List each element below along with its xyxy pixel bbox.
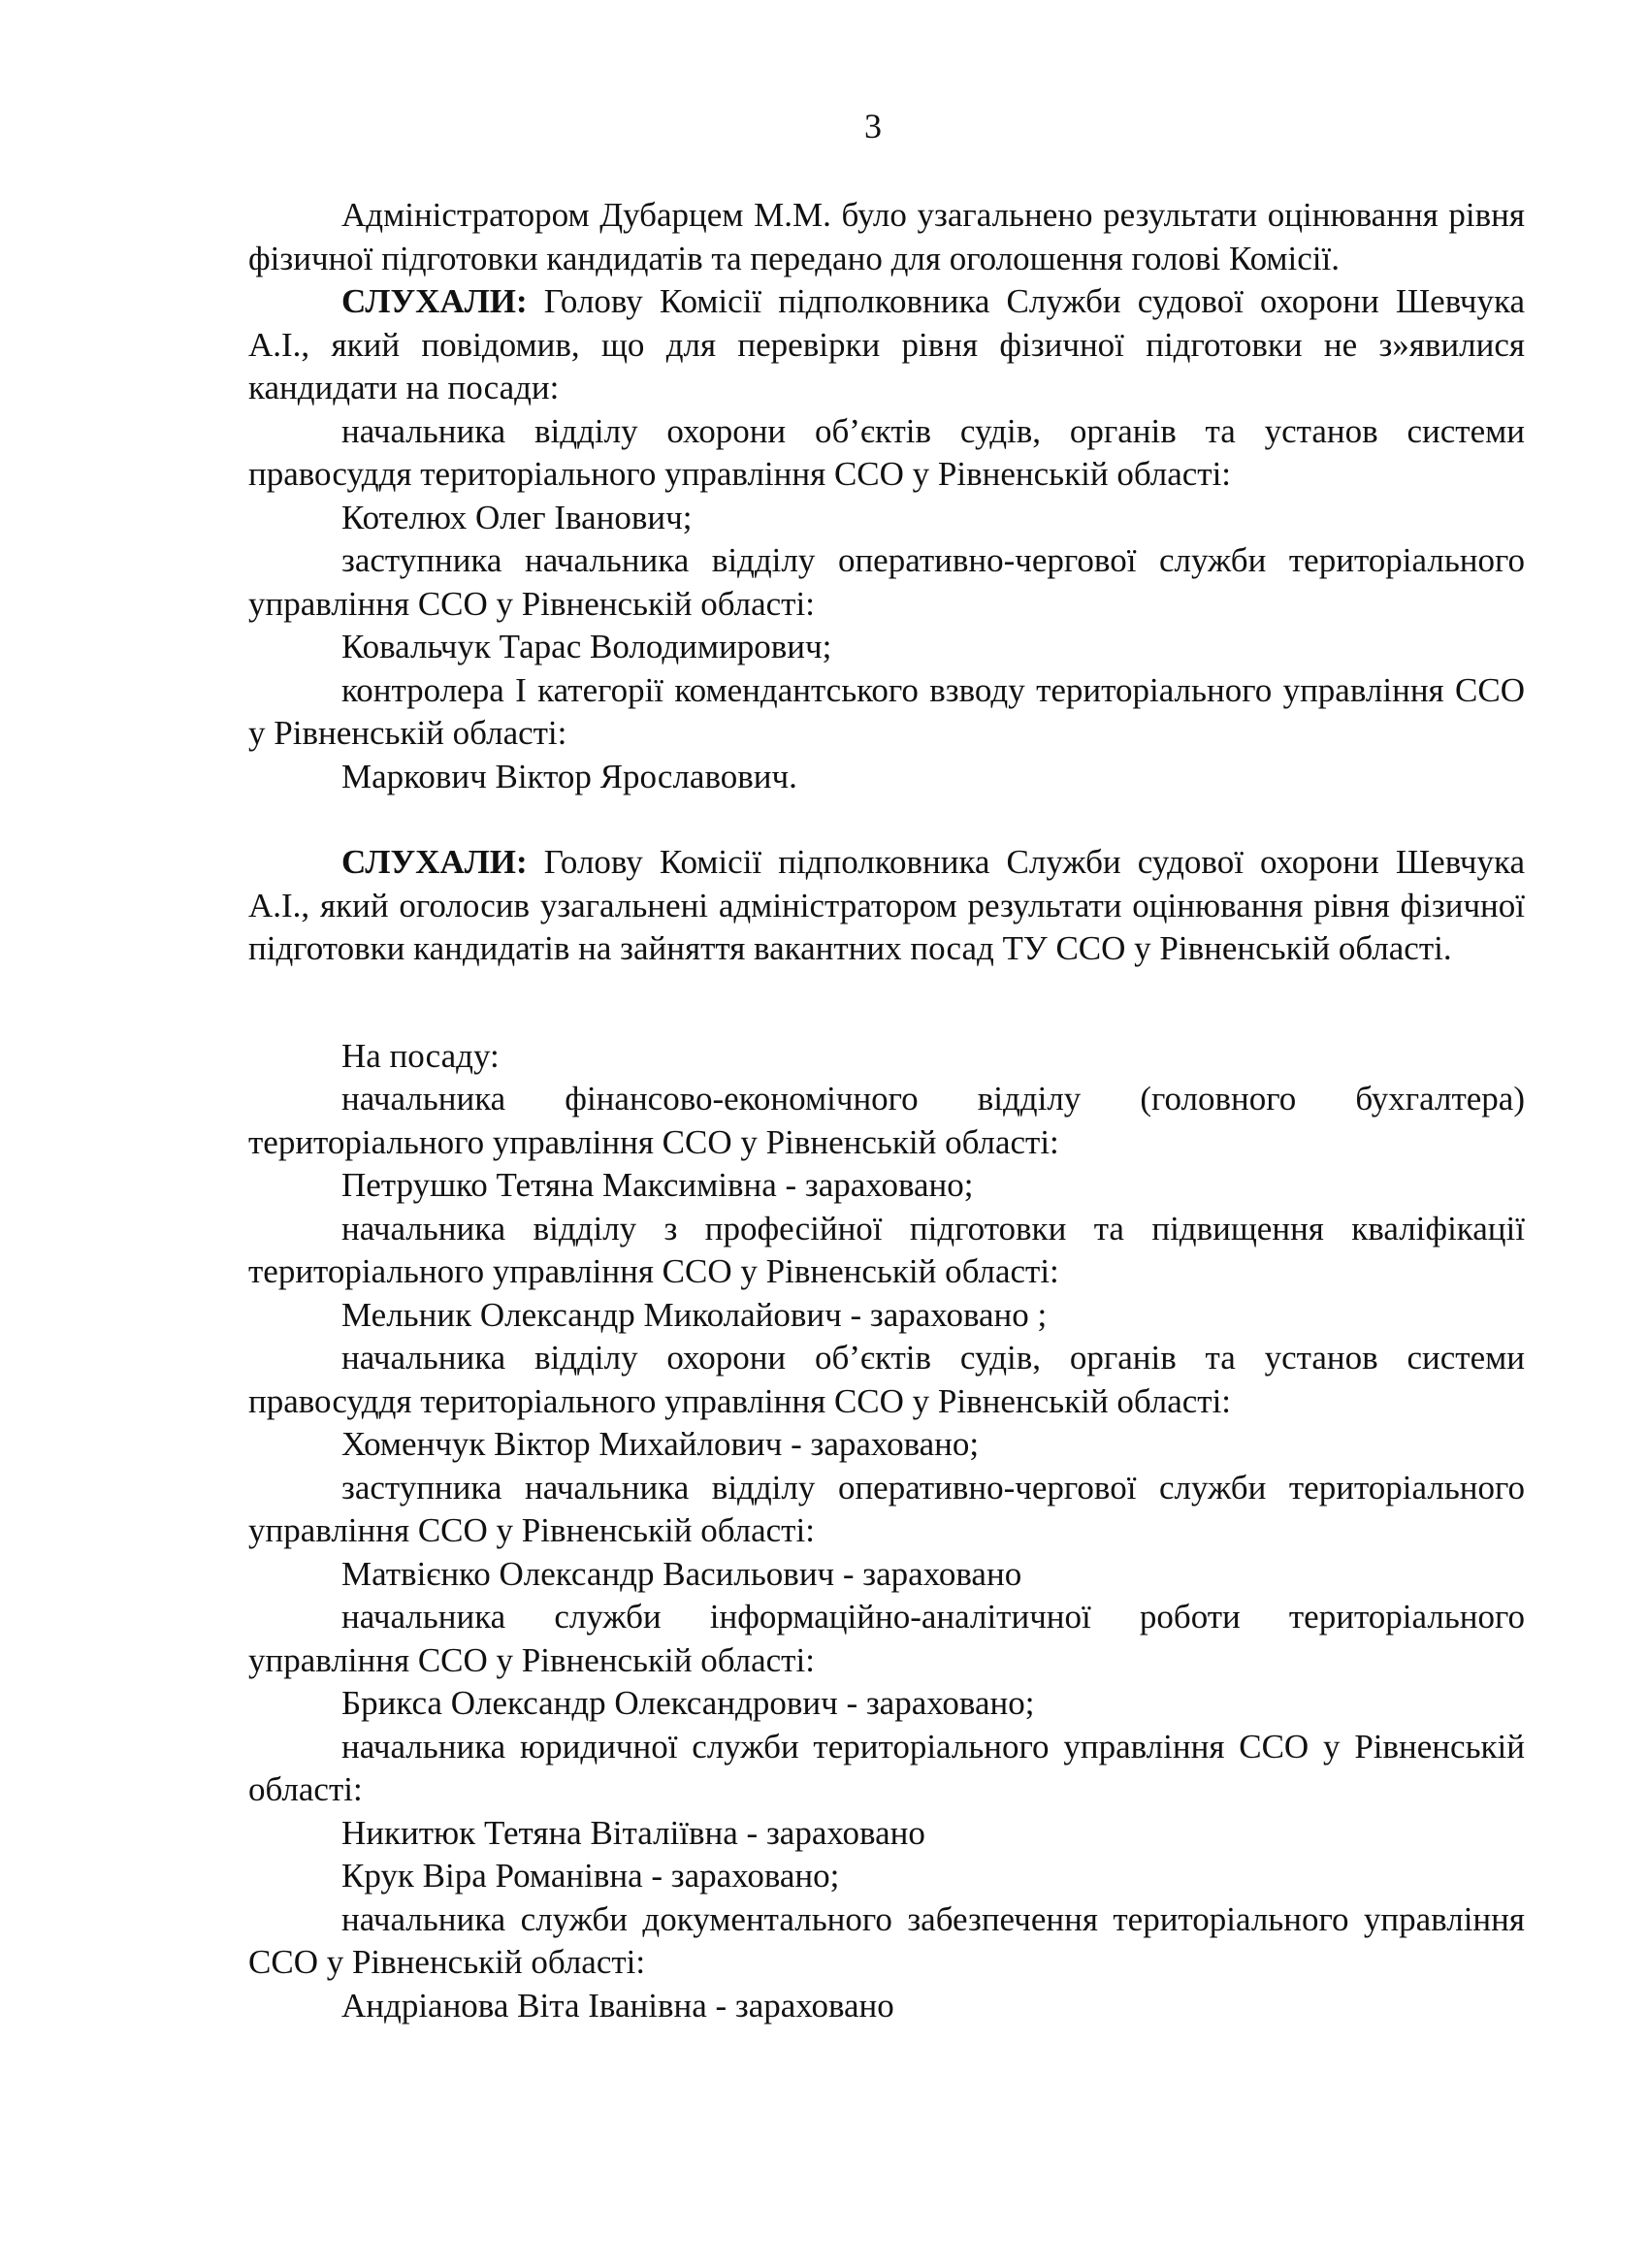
candidate-result: Никитюк Тетяна Віталіївна - зараховано xyxy=(341,1813,925,1852)
candidate-name: Маркович Віктор Ярославович. xyxy=(341,757,797,795)
heard-text: Голову Комісії підполковника Служби судової охорони Шевчука А.І., який повідомив, що для перевірки рівня фізичної підготовки не з»явилися кандидати на посади: xyxy=(248,282,1525,406)
candidate-result: Мельник Олександр Миколайович - зараховано ; xyxy=(341,1295,1048,1334)
position-text: заступника начальника відділу оперативно-чергової служби територіального управління ССО у Рівненській області: xyxy=(248,1468,1525,1549)
candidate-name: Котелюх Олег Іванович; xyxy=(341,498,693,536)
position-text: начальника служби документального забезпечення територіального управління ССО у Рівненській області: xyxy=(248,1899,1525,1981)
document-body xyxy=(248,194,1525,2027)
paragraph-admin-summary: Адміністратором Дубарцем М.М. було узагальнено результати оцінювання рівня фізичної підготовки кандидатів та передано для оголошення голові Комісії. xyxy=(248,196,1525,277)
position-text: начальника юридичної служби територіального управління ССО у Рівненській області: xyxy=(248,1727,1525,1808)
candidate-result: Матвієнко Олександр Васильович - зараховано xyxy=(341,1554,1022,1593)
candidate-result: Брикса Олександр Олександрович - зараховано; xyxy=(341,1684,1035,1722)
position-text: начальника відділу охорони об’єктів судів, органів та установ системи правосуддя територіального управління ССО у Рівненській області: xyxy=(248,411,1525,493)
candidate-result: Хоменчук Віктор Михайлович - зараховано; xyxy=(341,1425,980,1463)
position-text: начальника відділу охорони об’єктів судів, органів та установ системи правосуддя територіального управління ССО у Рівненській області: xyxy=(248,1339,1525,1420)
paragraph-heard-2 xyxy=(248,841,1525,971)
position-text: заступника начальника відділу оперативно-чергової служби територіального управління ССО у Рівненській області: xyxy=(248,541,1525,623)
position-text: начальника служби інформаційно-аналітичної роботи територіального управління ССО у Рівненській області: xyxy=(248,1598,1525,1679)
heard-text: Голову Комісії підполковника Служби судової охорони Шевчука А.І., який оголосив узагальнені адміністратором результати оцінювання рівня фізичної підготовки кандидатів на зайняття вакантних посад ТУ ССО у Рівненській області. xyxy=(248,843,1525,967)
candidate-name: Ковальчук Тарас Володимирович; xyxy=(341,628,832,665)
page-number: 3 xyxy=(864,107,882,146)
paragraph-heard-1 xyxy=(248,280,1525,410)
position-text: контролера І категорії комендантського взводу територіального управління ССО у Рівненській області: xyxy=(248,670,1525,752)
position-text: начальника відділу з професійної підготовки та підвищення кваліфікації територіального управління ССО у Рівненській області: xyxy=(248,1209,1525,1290)
section-heading: На посаду: xyxy=(341,1036,500,1075)
spacer xyxy=(248,971,1525,1035)
spacer xyxy=(248,798,1525,841)
position-text: начальника фінансово-економічного відділу (головного бухгалтера) територіального управління ССО у Рівненській області: xyxy=(248,1080,1525,1161)
candidate-result: Андріанова Віта Іванівна - зараховано xyxy=(341,1986,894,2025)
heard-label: СЛУХАЛИ: xyxy=(341,282,528,320)
candidate-result: Петрушко Тетяна Максимівна - зараховано; xyxy=(341,1166,974,1204)
heard-label: СЛУХАЛИ: xyxy=(341,843,528,881)
candidate-result: Крук Віра Романівна - зараховано; xyxy=(341,1857,840,1895)
